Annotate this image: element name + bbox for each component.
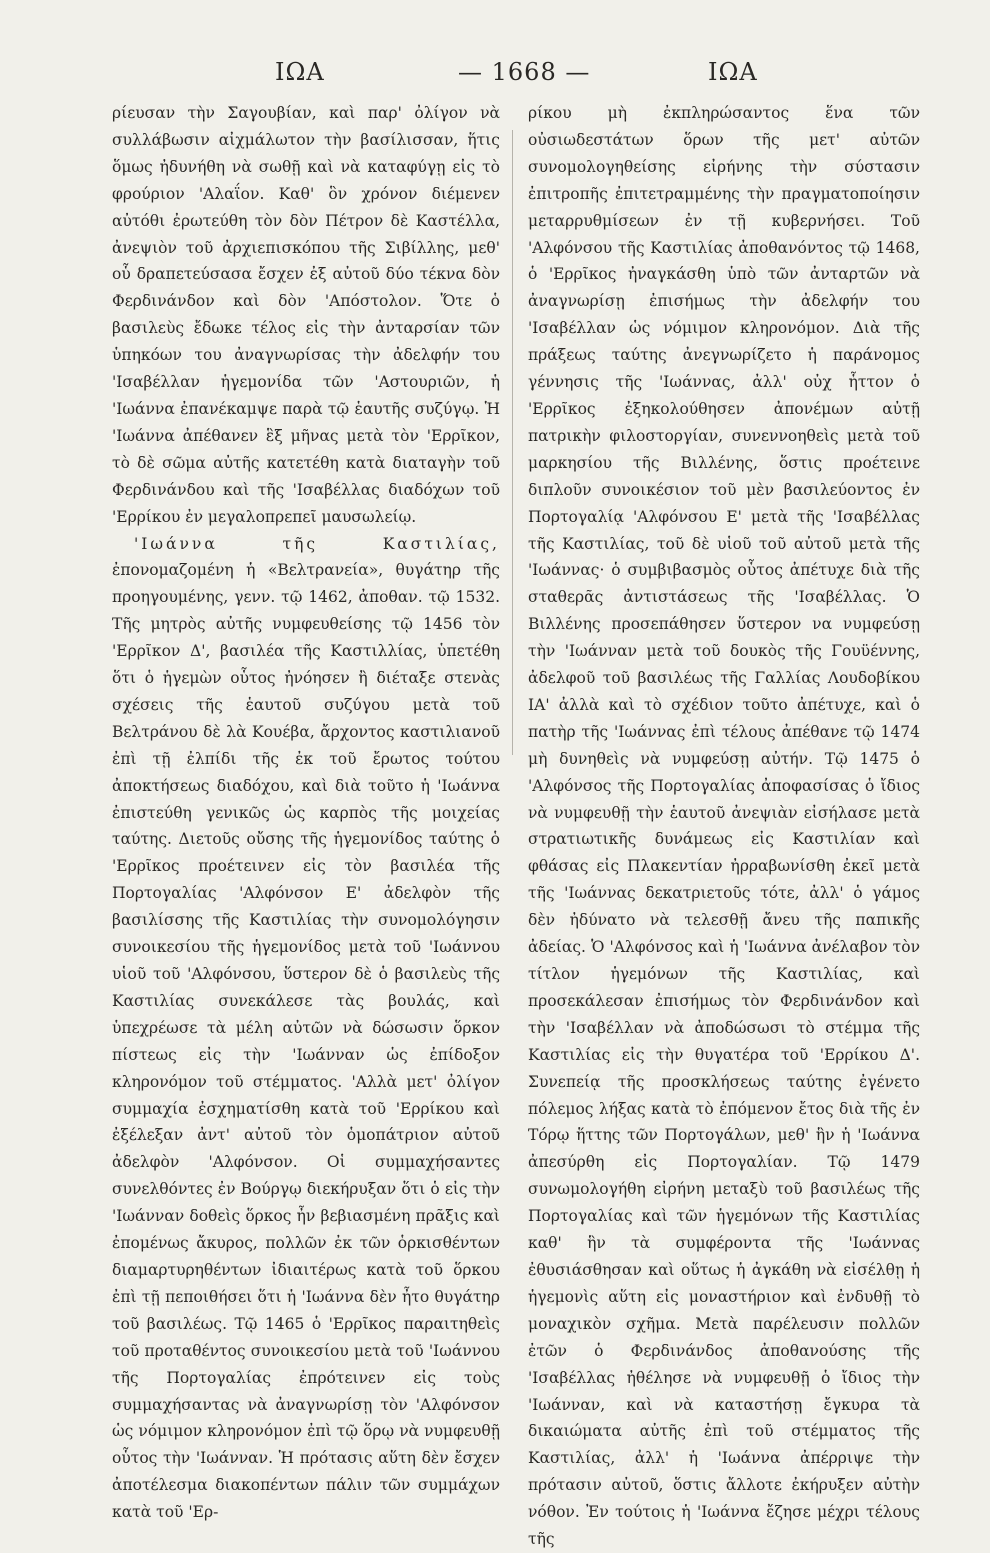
left-column — [112, 100, 500, 1522]
page-header — [110, 58, 902, 98]
entry-title: 'Ιωάννα τῆς Καστιλίας, — [134, 534, 500, 553]
right-column — [528, 100, 920, 1549]
left-paragraph-1: ρίευσαν τὴν Σαγουβίαν, καὶ παρ' ὀλίγον νὰ συλλάβωσιν αἰχμάλωτον τὴν βασίλισσαν, ἥτις ὅμως ἠδυνήθη νὰ σωθῇ καὶ νὰ καταφύγῃ εἰς τὸ φρούριον 'Αλαΐον. Καθ' ὃν χρόνον διέμενεν αὐτόθι ἐρωτεύθη τὸν δὸν Πέτρον δὲ Καστέλλα, ἀνεψιὸν τοῦ ἀρχιεπισκόπου τῆς Σιβίλλης, μεθ' οὗ δραπετεύσασα ἔσχεν ἐξ αὐτοῦ δύο τέκνα δὸν Φερδινάνδον καὶ δὸν 'Απόστολον. Ὅτε ὁ βασιλεὺς ἔδωκε τέλος εἰς τὴν ἀνταρσίαν τῶν ὑπηκόων του ἀναγνωρίσας τὴν ἀδελφήν του 'Ισαβέλλαν ἡγεμονίδα τῶν 'Αστουριῶν, ἡ 'Ιωάννα ἐπανέκαμψε παρὰ τῷ ἑαυτῆς συζύγῳ. Ἡ 'Ιωάννα ἀπέθανεν ἓξ μῆνας μετὰ τὸν 'Ερρῖκον, τὸ δὲ σῶμα αὐτῆς κατετέθη κατὰ διαταγὴν τοῦ Φερδινάνδου καὶ τῆς 'Ισαβέλλας διαδόχων τοῦ 'Ερρίκου ἐν μεγαλοπρεπεῖ μαυσωλείῳ. — [112, 104, 500, 526]
header-left-keyword: ΙΩΑ — [275, 58, 325, 86]
column-divider — [512, 130, 513, 755]
right-paragraph-1: ρίκου μὴ ἐκπληρώσαντος ἕνα τῶν οὐσιωδεστάτων ὅρων τῆς μετ' αὐτῶν συνομολογηθείσης εἰρήνης τὴν σύστασιν ἐπιτροπῆς ἐπιτετραμμένης τὴν πραγματοποίησιν μεταρρυθμίσεων ἐν τῇ κυβερνήσει. Τοῦ 'Αλφόνσου τῆς Καστιλίας ἀποθανόντος τῷ 1468, ὁ 'Ερρῖκος ἠναγκάσθη ὑπὸ τῶν ἀνταρτῶν νὰ ἀναγνωρίσῃ ἐπισήμως τὴν ἀδελφήν του 'Ισαβέλλαν ὡς νόμιμον κληρονόμον. Διὰ τῆς πράξεως ταύτης ἀνεγνωρίζετο ἡ παράνομος γέννησις τῆς 'Ιωάννας, ἀλλ' οὐχ ἧττον ὁ 'Ερρῖκος ἐξηκολούθησεν ἀπονέμων αὐτῇ πατρικὴν φιλοστοργίαν, συνεννοηθεὶς μετὰ τοῦ μαρκησίου τῆς Βιλλένης, ὅστις προέτεινε διπλοῦν συνοικέσιον τοῦ μὲν βασιλεύοντος ἐν Πορτογαλίᾳ 'Αλφόνσου Ε' μετὰ τῆς 'Ισαβέλλας τῆς Καστιλίας, τοῦ δὲ υἱοῦ τοῦ αὐτοῦ μετὰ τῆς 'Ιωάννας· ὁ συμβιβασμὸς οὗτος ἀπέτυχε διὰ τῆς σταθερᾶς ἀντιστάσεως τῆς 'Ισαβέλλας. Ὁ Βιλλένης προσεπάθησεν ὕστερον να νυμφεύσῃ τὴν 'Ιωάνναν μετὰ τοῦ δουκὸς τῆς Γουϋέννης, ἀδελφοῦ τοῦ βασιλέως τῆς Γαλλίας Λουδοβίκου ΙΑ' ἀλλὰ καὶ τὸ σχέδιον τοῦτο ἀπέτυχε, καὶ ὁ πατὴρ τῆς 'Ιωάννας ἐπὶ τέλους ἀπέθανε τῷ 1474 μὴ δυνηθεὶς νὰ νυμφεύσῃ αὐτήν. Τῷ 1475 ὁ 'Αλφόνσος τῆς Πορτογαλίας ἀποφασίσας ὁ ἴδιος νὰ νυμφευθῇ τὴν ἑαυτοῦ ἀνεψιὰν εἰσήλασε μετὰ στρατιωτικῆς δυνάμεως εἰς Καστιλίαν καὶ φθάσας εἰς Πλακεντίαν ἠρραβωνίσθη ἐκεῖ μετὰ τῆς 'Ιωάννας δεκατριετοῦς τότε, ἀλλ' ὁ γάμος δὲν ἠδύνατο νὰ τελεσθῇ ἄνευ τῆς παπικῆς ἀδείας. Ὁ 'Αλφόνσος καὶ ἡ 'Ιωάννα ἀνέλαβον τὸν τίτλον ἡγεμόνων τῆς Καστιλίας, καὶ προσεκάλεσαν ἐπισήμως τὸν Φερδινάνδον καὶ τὴν 'Ισαβέλλαν νὰ ἀποδώσωσι τὸ στέμμα τῆς Καστιλίας εἰς τὴν θυγατέρα τοῦ 'Ερρίκου Δ'. Συνεπείᾳ τῆς προσκλήσεως ταύτης ἐγένετο πόλεμος λήξας κατὰ τὸ ἐπόμενον ἔτος διὰ τῆς ἐν Τόρῳ ἥττης τῶν Πορτογάλων, μεθ' ἣν ἡ 'Ιωάννα ἀπεσύρθη εἰς Πορτογαλίαν. Τῷ 1479 συνωμολογήθη εἰρήνη μεταξὺ τοῦ βασιλέως τῆς Πορτογαλίας καὶ τῶν ἡγεμόνων τῆς Καστιλίας καθ' ἣν τὰ συμφέροντα τῆς 'Ιωάννας ἐθυσιάσθησαν καὶ οὕτως ἡ ἀγκάθη νὰ εἰσέλθῃ ἡ ἡγεμονὶς αὕτη εἰς μοναστήριον καὶ ἐνδυθῇ τὸ μοναχικὸν σχῆμα. Μετὰ παρέλευσιν πολλῶν ἐτῶν ὁ Φερδινάνδος ἀποθανούσης τῆς 'Ισαβέλλας ἠθέλησε νὰ νυμφευθῇ ὁ ἴδιος τὴν 'Ιωάνναν, καὶ νὰ καταστήσῃ ἔγκυρα τὰ δικαιώματα αὐτῆς ἐπὶ τοῦ στέμματος τῆς Καστιλίας, ἀλλ' ἡ 'Ιωάννα ἀπέρριψε τὴν πρότασιν αὐτοῦ, ὅστις ἄλλοτε ἐκήρυξεν αὐτὴν νόθον. Ἐν τούτοις ἡ 'Ιωάννα ἔζησε μέχρι τέλους τῆς — [528, 104, 920, 1549]
entry-body: ἐπονομαζομένη ἡ «Βελτρανεία», θυγάτηρ τῆς προηγουμένης, γενν. τῷ 1462, ἀποθαν. τῷ 1532. Τῆς μητρὸς αὐτῆς νυμφευθείσης τῷ 1456 τὸν 'Ερρῖκον Δ', βασιλέα τῆς Καστιλλίας, ὑπετέθη ὅτι ὁ ἡγεμὼν οὗτος ἠνόησεν ἢ διέταξε στενὰς σχέσεις τῆς ἑαυτοῦ συζύγου μετὰ τοῦ Βελτράνου δὲ λὰ Κουέβα, ἄρχοντος καστιλιανοῦ ἐπὶ τῇ ἐλπίδι τῆς ἐκ τοῦ ἔρωτος τούτου ἀποκτήσεως διαδόχου, καὶ διὰ τοῦτο ἡ 'Ιωάννα ἐπιστεύθη γενικῶς ὡς καρπὸς τῆς μοιχείας ταύτης. Διετοῦς οὔσης τῆς ἡγεμονίδος ταύτης ὁ 'Ερρῖκος προέτεινεν εἰς τὸν βασιλέα τῆς Πορτογαλίας 'Αλφόνσον Ε' ἀδελφὸν τῆς βασιλίσσης τῆς Καστιλίας τὴν συνομολόγησιν συνοικεσίου τῆς ἡγεμονίδος μετὰ τοῦ 'Ιωάννου υἱοῦ τοῦ 'Αλφόνσου, ὕστερον δὲ ὁ βασιλεὺς τῆς Καστιλίας συνεκάλεσε τὰς βουλάς, καὶ ὑπεχρέωσε τὰ μέλη αὐτῶν νὰ δώσωσιν ὅρκον πίστεως εἰς τὴν 'Ιωάνναν ὡς ἐπίδοξον κληρονόμον τοῦ στέμματος. 'Αλλὰ μετ' ὀλίγον συμμαχία ἐσχηματίσθη κατὰ τοῦ 'Ερρίκου καὶ ἐξέλεξαν ἀντ' αὐτοῦ τὸν ὁμοπάτριον αὐτοῦ ἀδελφὸν 'Αλφόνσον. Οἱ συμμαχήσαντες συνελθόντες ἐν Βούργῳ διεκήρυξαν ὅτι ὁ εἰς τὴν 'Ιωάνναν δοθεὶς ὅρκος ἦν βεβιασμένη πρᾶξις καὶ ἐπομένως ἄκυρος, πολλῶν ἐκ τῶν ὁρκισθέντων διαμαρτυρηθέντων ἰδιαιτέρως κατὰ τοῦ ὅρκου ἐπὶ τῇ πεποιθήσει ὅτι ἡ 'Ιωάννα δὲν ἦτο θυγάτηρ τοῦ βασιλέως. Τῷ 1465 ὁ 'Ερρῖκος παραιτηθεὶς τοῦ προταθέντος συνοικεσίου μετὰ τοῦ 'Ιωάννου τῆς Πορτογαλίας ἐπρότεινεν εἰς τοὺς συμμαχήσαντας νὰ ἀναγνωρίσῃ τὸν 'Αλφόνσον ὡς νόμιμον κληρονόμον ἐπὶ τῷ ὅρῳ νὰ νυμφευθῇ οὗτος τὴν 'Ιωάνναν. Ἡ πρότασις αὕτη δὲν ἔσχεν ἀποτέλεσμα διακοπέντων πάλιν τῶν συμμάχων κατὰ τοῦ 'Ερ- — [112, 561, 500, 1522]
text-columns — [112, 100, 942, 1549]
page-number: — 1668 — — [458, 58, 591, 86]
entry-paragraph — [112, 531, 500, 1527]
header-right-keyword: ΙΩΑ — [708, 58, 758, 86]
